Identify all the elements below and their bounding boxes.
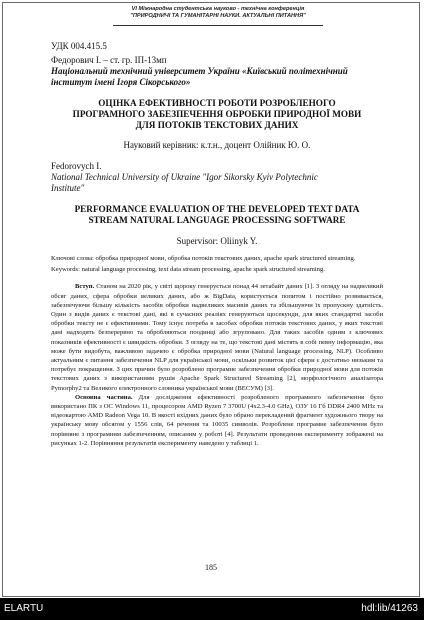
keywords-en: Keywords: natural language processing, text data stream processing, apache spark structured streaming. bbox=[51, 266, 325, 274]
intro-label: Вступ. bbox=[75, 283, 95, 291]
keywords-ua: Ключові слова: обробка природної мови, обробка потоків текстових даних, apache spark structured streaming. bbox=[51, 255, 356, 262]
article-body bbox=[51, 282, 383, 448]
main-label: Основна частина. bbox=[75, 393, 133, 401]
main-paragraph bbox=[51, 393, 383, 448]
supervisor-en: Supervisor: Oliinyk Y. bbox=[176, 236, 258, 246]
page-number: 185 bbox=[205, 563, 217, 572]
udc-code: УДК 004.415.5 bbox=[51, 41, 107, 51]
affiliation-en-line-2: Institute" bbox=[51, 183, 85, 193]
title-ua bbox=[51, 98, 383, 131]
article-content bbox=[51, 41, 383, 448]
conference-header bbox=[113, 6, 323, 26]
affiliation-en-line-1: National Technical University of Ukraine "Igor Sikorsky Kyiv Polytechnic bbox=[51, 172, 318, 182]
affiliation-ua-line-2: інститут імені Ігоря Сікорського» bbox=[51, 77, 191, 87]
repository-footer bbox=[0, 598, 424, 620]
title-en-line-1: PERFORMANCE EVALUATION OF THE DEVELOPED TEXT DATA bbox=[74, 204, 360, 214]
footer-handle: hdl:lib/41263 bbox=[361, 603, 418, 614]
footer-repository-name: ELARTU bbox=[4, 603, 44, 614]
supervisor-ua: Науковий керівник: к.т.н., доцент Олійник Ю. О. bbox=[123, 140, 311, 150]
title-ua-line-3: ДЛЯ ПОТОКІВ ТЕКСТОВИХ ДАНИХ bbox=[135, 120, 299, 130]
conference-line-2: "ПРИРОДНИЧІ ТА ГУМАНІТАРНІ НАУКИ. АКТУАЛЬНІ ПИТАННЯ" bbox=[130, 13, 306, 19]
title-en-line-2: STREAM NATURAL LANGUAGE PROCESSING SOFTWARE bbox=[88, 215, 346, 225]
title-en bbox=[51, 204, 383, 226]
conference-line-1: VI Міжнародна студентська науково - технічна конференція bbox=[131, 6, 305, 12]
main-text: Для дослідження ефективності розробленого програмного забезпечення було використано ПК з ОС Windows 11, процесором AMD Ryzen 7 3700U (4x2.3-4.0 GHz), ОЗУ 16 Гб DDR4 2400 MHz та відеокартою AMD Radeon Vega 10. В якості вхідних даних було обрано перекладений фрагмент художнього твору на українську мову обсягом у 1556 слів, 64 речення та 10035 символів. Розроблене програмне забезпечення було порівняне з програмним забезпеченням, описаним у роботі [4]. Результати проведення експерименту зображені на рисунках 1-2. Порівняння результатів експерименту наведено у таблиці 1. bbox=[51, 393, 383, 447]
intro-text: Станом на 2020 рік, у світі щороку генерується понад 44 зетабайт даних [1]. З огляду на надвеликий обсяг даних, сфера обробки великих даних, або ж BigData, користується попитом і постійно розвивається, забезпечуючи більшу кількість засобів обробки надвеликих масивів даних та збільшуючи їх пропускну здатність. Один з видів даних є текстові дані, які в сучасних реаліях генеруються щосекунди, для яких стандартні засоби обробки тексту не є ефективними. Тому існує потреба в засобах обробки потоків текстових даних, у яких текстові дані надходять безперервно та обробляються поодинці або згруповано. Для таких засобів одним з ключових показників ефективності є швидкість обробки. З огляду на те, що текстові дані містять в собі певну інформацію, яка може бути видобута, важливою задачею є обробка природної мови (Natural language processing, NLP). Особливо актуальним є питання забезпечення NLP для української мови, оскільки розвиток цієї сфери є достатньо низьким та потребує покращення. З цих причин було розроблено програмне забезпечення обробки природної мови для потоків текстових даних з використанням рушія Apache Spark Structured Streaming [2], морфологічного аналізатора Pymorphy2 та Великого електронного словника української мови (ВЕСУМ) [3]. bbox=[51, 283, 383, 392]
intro-paragraph bbox=[51, 282, 383, 392]
title-ua-line-2: ПРОГРАМНОГО ЗАБЕЗПЕЧЕННЯ ОБРОБКИ ПРИРОДНОЇ МОВИ bbox=[72, 109, 362, 119]
title-ua-line-1: ОЦІНКА ЕФЕКТИВНОСТІ РОБОТИ РОЗРОБЛЕНОГО bbox=[98, 98, 336, 108]
paper-page bbox=[2, 2, 420, 597]
author-ua: Федорович І. – ст. гр. ІП-13мп bbox=[51, 55, 167, 65]
affiliation-ua-line-1: Національний технічний університет України «Київський політехнічний bbox=[51, 66, 348, 76]
author-en: Fedorovych I. bbox=[51, 161, 102, 171]
